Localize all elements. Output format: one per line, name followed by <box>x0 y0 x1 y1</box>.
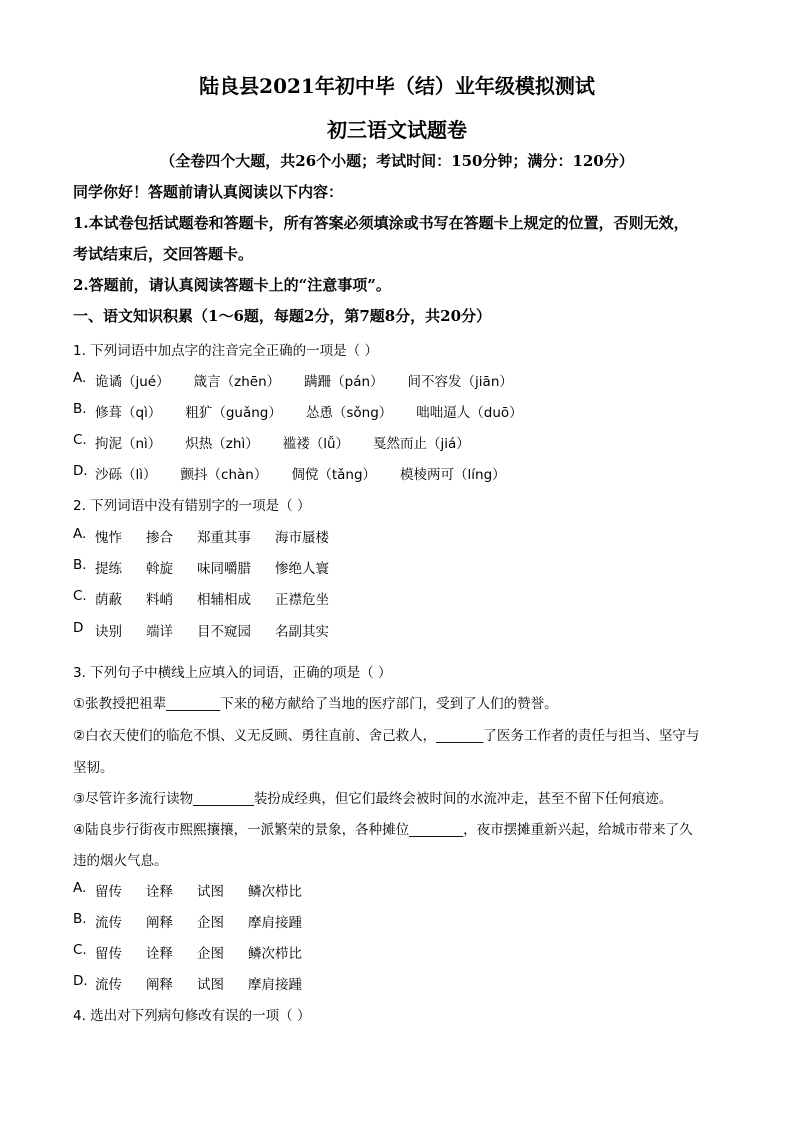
option-word: 端详 <box>146 624 173 640</box>
option-word: 留传 <box>95 884 122 900</box>
option-label: C. <box>73 588 87 604</box>
option-word: 沙砾（lì） <box>95 467 157 483</box>
section-1-heading: 一、语文知识积累（1～6题，每题2分，第7题8分，共20分） <box>73 307 492 325</box>
exam-title: 陆良县2021年初中毕（结）业年级模拟测试 <box>199 74 595 98</box>
q1-option-a <box>73 370 537 390</box>
option-word: 味同嚼腊 <box>197 561 251 577</box>
option-word: 留传 <box>95 946 122 962</box>
option-word: 摩肩接踵 <box>248 915 302 931</box>
option-word: 修葺（qì） <box>95 405 162 421</box>
q3-sentence-3: ③尽管许多流行读物_________装扮成经典，但它们最终会被时间的水流冲走，甚至不留下任何痕迹。 <box>73 791 673 807</box>
option-word: 摩肩接踵 <box>248 977 302 993</box>
option-word: 箴言（zhēn） <box>193 374 281 390</box>
q2-option-c <box>73 588 353 608</box>
notice-item-1-cont: 考试结束后，交回答题卡。 <box>73 245 254 263</box>
option-word: 试图 <box>197 884 224 900</box>
option-word: 鳞次栉比 <box>248 884 302 900</box>
option-label: B. <box>73 557 87 573</box>
exam-subtitle: 初三语文试题卷 <box>327 118 467 142</box>
option-word: 颤抖（chàn） <box>180 467 268 483</box>
option-word: 褴褛（lǚ） <box>282 436 350 452</box>
option-word: 诡谲（jué） <box>95 374 170 390</box>
option-label: C. <box>73 942 87 958</box>
q3-option-c <box>73 942 326 962</box>
option-word: 粗犷（guǎng） <box>185 405 282 421</box>
q2-stem: 2. 下列词语中没有错别字的一项是（ ） <box>73 498 311 514</box>
q2-option-a <box>73 526 353 546</box>
option-word: 咄咄逼人（duō） <box>416 405 523 421</box>
option-label: D <box>73 620 84 636</box>
option-word: 鳞次栉比 <box>248 946 302 962</box>
option-word: 愧怍 <box>95 530 122 546</box>
q3-sentence-4-cont: 违的烟火气息。 <box>73 853 168 869</box>
option-word: 目不窥园 <box>197 624 251 640</box>
q3-sentence-2: ②白衣天使们的临危不惧、义无反顾、勇往直前、舍己救人，_______了医务工作者的责任与担当、坚守与 <box>73 728 700 744</box>
notice-item-1: 1.本试卷包括试题卷和答题卡，所有答案必须填涂或书写在答题卡上规定的位置，否则无效， <box>73 214 689 232</box>
q3-option-a <box>73 880 326 900</box>
option-word: 诠释 <box>146 946 173 962</box>
option-word: 正襟危坐 <box>275 592 329 608</box>
option-word: 模棱两可（líng） <box>400 467 506 483</box>
option-word: 名副其实 <box>275 624 329 640</box>
option-word: 料峭 <box>146 592 173 608</box>
option-word: 掺合 <box>146 530 173 546</box>
option-word: 诠释 <box>146 884 173 900</box>
option-word: 试图 <box>197 977 224 993</box>
option-label: B. <box>73 401 87 417</box>
q3-sentence-4: ④陆良步行街夜市熙熙攘攘，一派繁荣的景象，各种摊位________，夜市摆摊重新兴起，给城市带来了久 <box>73 822 693 838</box>
q3-stem: 3. 下列句子中横线上应填入的词语，正确的项是（ ） <box>73 665 392 681</box>
option-label: D. <box>73 973 88 989</box>
q1-stem: 1. 下列词语中加点字的注音完全正确的一项是（ ） <box>73 343 378 359</box>
option-label: A. <box>73 880 87 896</box>
option-word: 流传 <box>95 977 122 993</box>
option-word: 流传 <box>95 915 122 931</box>
option-word: 阐释 <box>146 977 173 993</box>
option-word: 荫蔽 <box>95 592 122 608</box>
q3-option-b <box>73 911 326 931</box>
q2-option-b <box>73 557 353 577</box>
option-label: B. <box>73 911 87 927</box>
option-word: 海市蜃楼 <box>275 530 329 546</box>
q1-option-d <box>73 463 530 483</box>
option-word: 提练 <box>95 561 122 577</box>
option-word: 阐释 <box>146 915 173 931</box>
option-word: 相辅相成 <box>197 592 251 608</box>
q4-stem: 4. 选出对下列病句修改有误的一项（ ） <box>73 1008 311 1024</box>
option-word: 惨绝人寰 <box>275 561 329 577</box>
notice-item-2: 2.答题前，请认真阅读答题卡上的“注意事项”。 <box>73 276 391 294</box>
q1-option-c <box>73 432 494 452</box>
q2-option-d <box>73 620 353 640</box>
option-word: 斡旋 <box>146 561 173 577</box>
option-word: 企图 <box>197 946 224 962</box>
option-label: A. <box>73 526 87 542</box>
q3-sentence-2-cont: 坚韧。 <box>73 760 114 776</box>
q3-option-d <box>73 973 326 993</box>
option-label: D. <box>73 463 88 479</box>
exam-info: （全卷四个大题，共26个小题；考试时间：150分钟；满分：120分） <box>160 152 634 170</box>
option-word: 炽热（zhì） <box>185 436 259 452</box>
option-word: 怂恿（sǒng） <box>305 405 393 421</box>
option-label: A. <box>73 370 87 386</box>
option-word: 拘泥（nì） <box>95 436 162 452</box>
option-word: 郑重其事 <box>197 530 251 546</box>
option-word: 戛然而止（jiá） <box>373 436 470 452</box>
notice-greeting: 同学你好！答题前请认真阅读以下内容： <box>73 183 344 201</box>
q1-option-b <box>73 401 547 421</box>
option-word: 间不容发（jiān） <box>407 374 513 390</box>
option-word: 企图 <box>197 915 224 931</box>
option-word: 倜傥（tǎng） <box>291 467 377 483</box>
option-word: 诀别 <box>95 624 122 640</box>
q3-sentence-1: ①张教授把祖辈________下来的秘方献给了当地的医疗部门，受到了人们的赞誉。 <box>73 696 558 712</box>
option-word: 蹒跚（pán） <box>304 374 384 390</box>
option-label: C. <box>73 432 87 448</box>
